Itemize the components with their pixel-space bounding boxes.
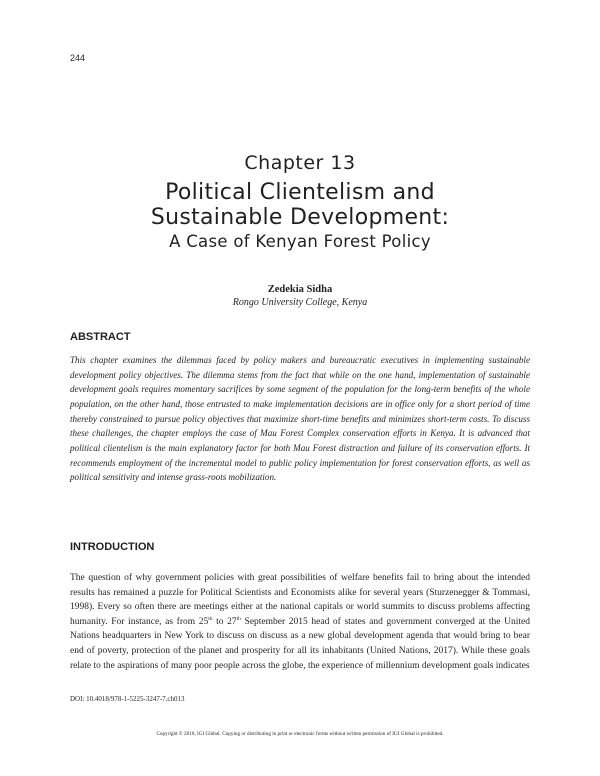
chapter-label: Chapter 13 <box>244 152 356 174</box>
intro-text-part-3: September 2015 head of states and government converged at the United Nations headquarters in New York to discuss on discuss as a new global development agenda that would bring to bear end of poverty, protection of the planet and prosperity for all its inhabitants (United Nations, 2017). While these goals relate to the aspirations of many poor people across the globe, the experience of millennium development goals indicates <box>70 616 530 671</box>
title-line-1: Political Clientelism and <box>165 180 435 205</box>
chapter-title <box>0 180 600 253</box>
chapter-subtitle: A Case of Kenyan Forest Policy <box>169 232 431 251</box>
superscript-th-2: th <box>236 615 241 622</box>
author-name: Zedekia Sidha <box>267 284 333 295</box>
intro-text-part-2: to 27 <box>212 616 237 627</box>
introduction-heading: INTRODUCTION <box>70 541 155 553</box>
abstract-body: This chapter examines the dilemmas faced by policy makers and bureaucratic executives in implementing sustainable development policy objectives. The dilemma stems from the fact that while on the one hand, implementation of sustainable development goals requires momentary sacrifices by some segment of the population for the long-term benefits of the whole population, on the other hand, those entrusted to make implementation decisions are in office only for a short period of time thereby constrained to pursue policy objectives that maximize short-time benefits and minimizes short-term costs. To discuss these challenges, the chapter employs the case of Mau Forest Complex conservation efforts in Kenya. It is advanced that political clientelism is the main explanatory factor for both Mau Forest distraction and failure of its conservation efforts. It recommends employment of the incremental model to public policy implementation for forest conservation efforts, as well as political sensitivity and intense grass-roots mobilization. <box>70 355 530 483</box>
superscript-th-1: th <box>208 615 213 622</box>
abstract-heading: ABSTRACT <box>70 331 131 343</box>
introduction-body <box>70 571 530 673</box>
author-affiliation: Rongo University College, Kenya <box>232 297 368 308</box>
intro-text-part-1: The question of why government policies with great possibilities of welfare benefits fail to bring about the intended results has remained a puzzle for Political Scientists and Economists alike for several years (Sturzenegger & Tommasi, 1998). Every so often there are meetings either at the national capitals or world summits to discuss problems affecting humanity. For instance, as from 25 <box>70 573 530 627</box>
page-number: 244 <box>70 53 86 63</box>
copyright-notice: Copyright © 2018, IGI Global. Copying or distributing in print or electronic forms without written permission of IGI Global is prohibited. <box>156 731 444 737</box>
doi-line: DOI: 10.4018/978-1-5225-3247-7.ch013 <box>70 695 185 703</box>
title-line-2: Sustainable Development: <box>150 205 450 230</box>
